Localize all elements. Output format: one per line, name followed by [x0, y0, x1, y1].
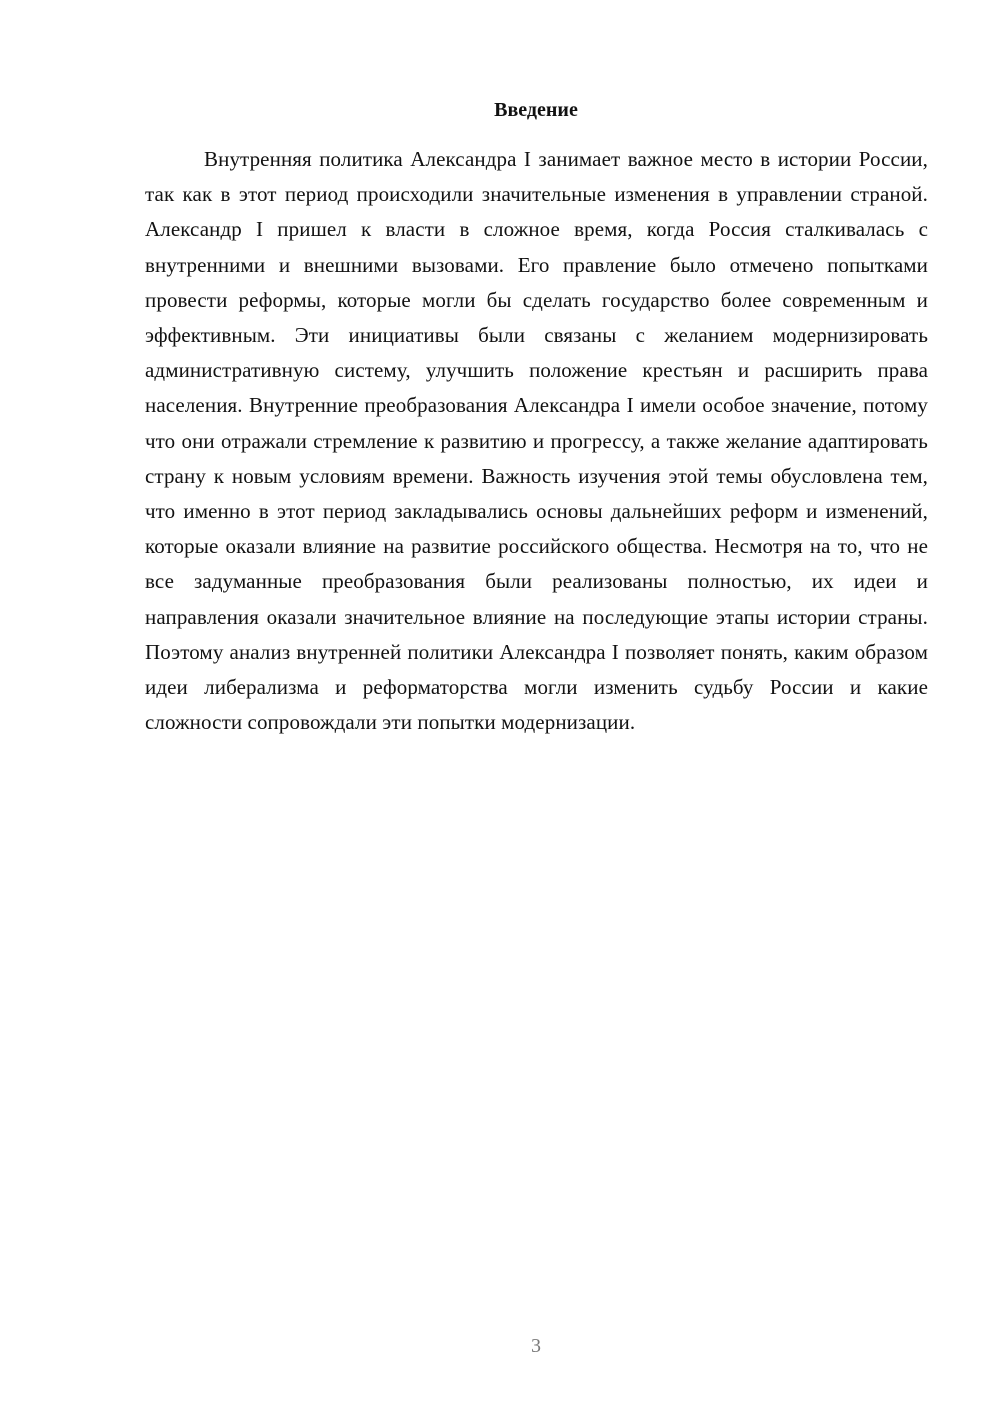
body-paragraph: Внутренняя политика Александра I занимает важное место в истории России, так как в этот период происходили значительные изменения в управлении страной. Александр I пришел к власти в сложное время, когда Россия сталкивалась с внутренними и внешними вызовами. Его правление было отмечено попытками провести реформы, которые могли бы сделать государство более современным и эффективным. Эти инициативы были связаны с желанием модернизировать административную систему, улучшить положение крестьян и расширить права населения. Внутренние преобразования Александра I имели особое значение, потому что они отражали стремление к развитию и прогрессу, а также желание адаптировать страну к новым условиям времени. Важность изучения этой темы обусловлена тем, что именно в этот период закладывались основы дальнейших реформ и изменений, которые оказали влияние на развитие российского общества. Несмотря на то, что не все задуманные преобразования были реализованы полностью, их идеи и направления оказали значительное влияние на последующие этапы истории страны. Поэтому анализ внутренней политики Александра I позволяет понять, каким образом идеи либерализма и реформаторства могли изменить судьбу России и какие сложности сопровождали эти попытки модернизации.: [145, 147, 928, 735]
page-number: 3: [531, 1335, 541, 1357]
page-title: Введение: [494, 99, 578, 121]
